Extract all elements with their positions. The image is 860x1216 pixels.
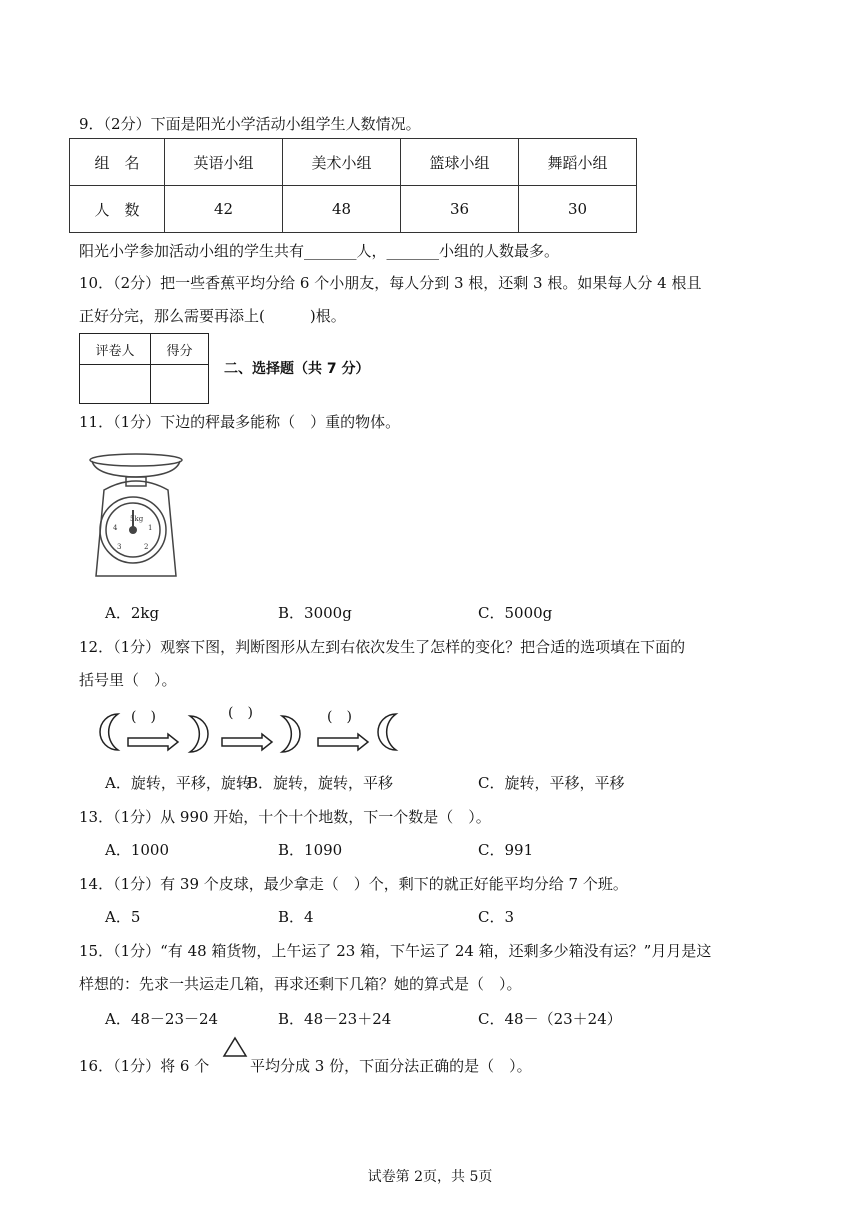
moon-shape-2 bbox=[190, 716, 208, 752]
q9-fill-line: 阳光小学参加活动小组的学生共有_______人，_______小组的人数最多。 bbox=[79, 242, 560, 260]
q11-option-c[interactable]: C．5000g bbox=[478, 604, 553, 622]
section-title: 二、选择题（共 7 分） bbox=[224, 361, 370, 377]
moon-shape-3 bbox=[282, 716, 300, 752]
grader-label: 评卷人 bbox=[80, 334, 151, 365]
moon-shape-1 bbox=[100, 714, 118, 750]
table-cell: 英语小组 bbox=[165, 139, 283, 186]
grader-box bbox=[79, 333, 209, 404]
q14-stem: 14．（1分）有 39 个皮球，最少拿走（ ）个，剩下的就正好能平均分给 7 个班。 bbox=[79, 875, 628, 893]
table-cell: 美术小组 bbox=[283, 139, 401, 186]
scale-unit-label: 5kg bbox=[130, 515, 144, 523]
q13-option-b[interactable]: B．1090 bbox=[278, 841, 343, 859]
q11-option-b[interactable]: B．3000g bbox=[278, 604, 352, 622]
grader-field[interactable] bbox=[80, 365, 151, 404]
arrow-icon bbox=[318, 734, 368, 750]
moon-shape-4 bbox=[378, 714, 396, 750]
q10-line1: 10．（2分）把一些香蕉平均分给 6 个小朋友，每人分到 3 根，还剩 3 根。如果每人分 4 根且 bbox=[79, 274, 702, 292]
q14-option-b[interactable]: B．4 bbox=[278, 908, 314, 926]
q15-line1: 15．（1分）“有 48 箱货物，上午运了 23 箱，下午运了 24 箱，还剩多少箱没有运？”月月是这 bbox=[79, 942, 712, 960]
table-cell: 48 bbox=[283, 186, 401, 233]
q15-option-b[interactable]: B．48－23＋24 bbox=[278, 1010, 392, 1028]
q15-option-c[interactable]: C．48－（23＋24） bbox=[478, 1010, 622, 1028]
q11-stem: 11．（1分）下边的秤最多能称（ ）重的物体。 bbox=[79, 413, 401, 431]
triangle-icon bbox=[222, 1036, 248, 1058]
q15-line2: 样想的：先求一共运走几箱，再求还剩下几箱？她的算式是（ ）。 bbox=[79, 975, 522, 993]
table-cell: 36 bbox=[401, 186, 519, 233]
q12-blank-2: ( ) bbox=[228, 705, 253, 721]
q11-option-a[interactable]: A．2kg bbox=[105, 604, 160, 622]
score-label: 得分 bbox=[151, 334, 209, 365]
q13-option-a[interactable]: A．1000 bbox=[105, 841, 170, 859]
q12-line2: 括号里（ ）。 bbox=[79, 671, 177, 689]
table-cell: 人 数 bbox=[70, 186, 165, 233]
q14-option-c[interactable]: C．3 bbox=[478, 908, 515, 926]
q16-stem-after: 平均分成 3 份，下面分法正确的是（ ）。 bbox=[250, 1057, 532, 1075]
q14-option-a[interactable]: A．5 bbox=[105, 908, 141, 926]
q12-line1: 12．（1分）观察下图，判断图形从左到右依次发生了怎样的变化？把合适的选项填在下面的 bbox=[79, 638, 686, 656]
page-footer: 试卷第 2页，共 5页 bbox=[367, 1169, 493, 1185]
dial-number: 2 bbox=[144, 543, 149, 551]
q13-stem: 13．（1分）从 990 开始，十个十个地数，下一个数是（ ）。 bbox=[79, 808, 491, 826]
q10-line2: 正好分完，那么需要再添上( )根。 bbox=[79, 307, 346, 325]
q12-blank-1: ( ) bbox=[131, 709, 156, 725]
table-row bbox=[70, 186, 637, 233]
q16-stem-before: 16．（1分）将 6 个 bbox=[79, 1057, 210, 1075]
table-cell: 30 bbox=[519, 186, 637, 233]
dial-number: 4 bbox=[113, 524, 118, 532]
q12-blank-3: ( ) bbox=[327, 709, 352, 725]
table-cell: 篮球小组 bbox=[401, 139, 519, 186]
dial-number: 3 bbox=[117, 543, 122, 551]
q12-option-a[interactable]: A．旋转，平移，旋转 bbox=[105, 774, 251, 792]
dial-number: 1 bbox=[148, 524, 153, 532]
table-cell: 组 名 bbox=[70, 139, 165, 186]
score-field[interactable] bbox=[151, 365, 209, 404]
q12-option-b[interactable]: B．旋转，旋转，平移 bbox=[247, 774, 394, 792]
q15-option-a[interactable]: A．48－23－24 bbox=[105, 1010, 219, 1028]
q12-option-c[interactable]: C．旋转，平移，平移 bbox=[478, 774, 625, 792]
q9-stem: 9．（2分）下面是阳光小学活动小组学生人数情况。 bbox=[79, 115, 421, 133]
arrow-icon bbox=[222, 734, 272, 750]
table-cell: 舞蹈小组 bbox=[519, 139, 637, 186]
q13-option-c[interactable]: C．991 bbox=[478, 841, 534, 859]
table-cell: 42 bbox=[165, 186, 283, 233]
table-row bbox=[70, 139, 637, 186]
kitchen-scale-figure bbox=[86, 450, 186, 584]
q9-table bbox=[69, 138, 637, 233]
arrow-icon bbox=[128, 734, 178, 750]
